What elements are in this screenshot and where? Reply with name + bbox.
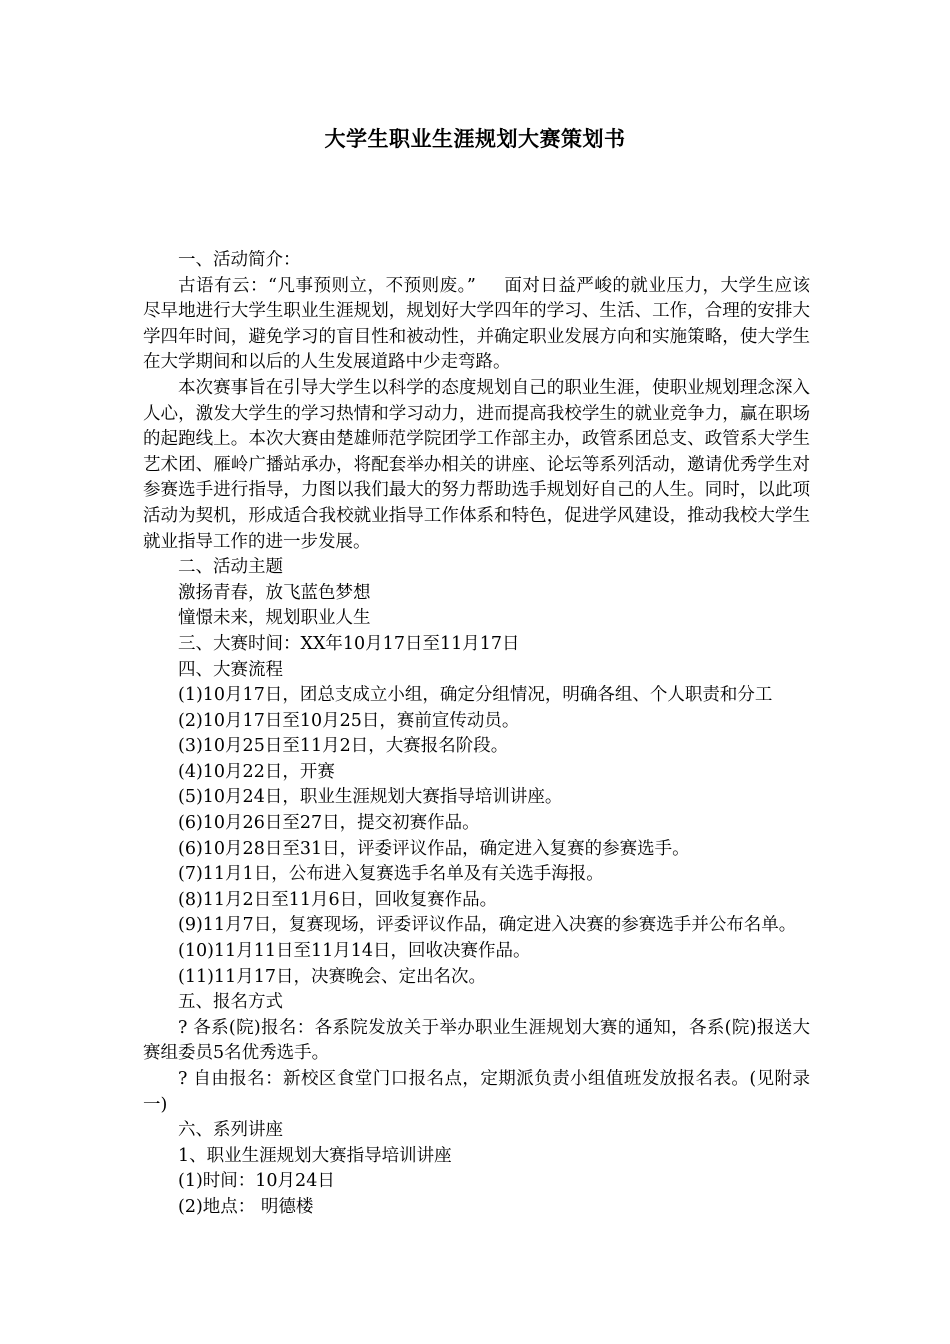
- section-contest-time: 三、大赛时间：XX年10月17日至11月17日: [178, 633, 520, 654]
- intro-paragraph-1: [143, 274, 810, 376]
- process-item: (3)10月25日至11月2日，大赛报名阶段。: [178, 736, 509, 757]
- lecture-title: 1、职业生涯规划大赛指导培训讲座: [178, 1145, 452, 1166]
- process-item: (9)11月7日，复赛现场，评委评议作品，确定进入决赛的参赛选手并公布名单。: [178, 915, 797, 936]
- registration-method-1: ? 各系(院)报名：各系院发放关于举办职业生涯规划大赛的通知，各系(院)报送大赛组委员5名优秀选手。: [143, 1017, 810, 1064]
- process-item: (2)10月17日至10月25日，赛前宣传动员。: [178, 710, 520, 731]
- lecture-place: (2)地点： 明德楼: [178, 1196, 314, 1217]
- lecture-time: (1)时间：10月24日: [178, 1171, 335, 1192]
- process-item: (5)10月24日，职业生涯规划大赛指导培训讲座。: [178, 787, 563, 808]
- process-item: (10)11月11日至11月14日，回收决赛作品。: [178, 941, 531, 962]
- document-body: [143, 248, 810, 1221]
- section-heading-lectures: 六、系列讲座: [178, 1120, 283, 1141]
- section-heading-intro: 一、活动简介：: [178, 250, 301, 270]
- process-item: (4)10月22日，开赛: [178, 761, 335, 782]
- intro-paragraph-1-text: 面对日益严峻的就业压力，大学生应该尽早地进行大学生职业生涯规划，规划好大学四年的学习、生活、工作，合理的安排大学四年时间，避免学习的盲目性和被动性，并确定职业发展方向和实施策略，使大学生在大学期间和以后的人生发展道路中少走弯路。: [143, 275, 810, 373]
- section-heading-theme: 二、活动主题: [178, 557, 283, 578]
- process-item: (6)10月26日至27日，提交初赛作品。: [178, 813, 480, 834]
- intro-paragraph-2: 本次赛事旨在引导大学生以科学的态度规划自己的职业生涯，使职业规划理念深入人心，激发大学生的学习热情和学习动力，进而提高我校学生的就业竞争力，赢在职场的起跑线上。本次大赛由楚雄师范学院团学工作部主办，政管系团总支、政管系大学生艺术团、雁岭广播站承办，将配套举办相关的讲座、论坛等系列活动，邀请优秀学生对参赛选手进行指导，力图以我们最大的努力帮助选手规划好自己的人生。同时，以此项活动为契机，形成适合我校就业指导工作体系和特色，促进学风建设，推动我校大学生就业指导工作的进一步发展。: [143, 377, 810, 552]
- section-heading-process: 四、大赛流程: [178, 659, 283, 680]
- theme-line-2: 憧憬未来，规划职业人生: [178, 608, 371, 629]
- process-item: (1)10月17日，团总支成立小组，确定分组情况，明确各组、个人职责和分工: [178, 685, 773, 706]
- registration-method-2: ? 自由报名：新校区食堂门口报名点，定期派负责小组值班发放报名表。(见附录一): [143, 1069, 810, 1115]
- intro-quote: 古语有云：“凡事预则立，不预则废。”: [178, 275, 476, 296]
- process-item: (6)10月28日至31日，评委评议作品，确定进入复赛的参赛选手。: [178, 838, 690, 859]
- process-item: (7)11月1日，公布进入复赛选手名单及有关选手海报。: [178, 864, 604, 885]
- process-item: (11)11月17日，决赛晚会、定出名次。: [178, 966, 486, 987]
- theme-line-1: 激扬青春，放飞蓝色梦想: [178, 582, 371, 603]
- process-item: (8)11月2日至11月6日，回收复赛作品。: [178, 889, 498, 910]
- document-title: 大学生职业生涯规划大赛策划书: [324, 126, 626, 151]
- section-heading-registration: 五、报名方式: [178, 992, 283, 1013]
